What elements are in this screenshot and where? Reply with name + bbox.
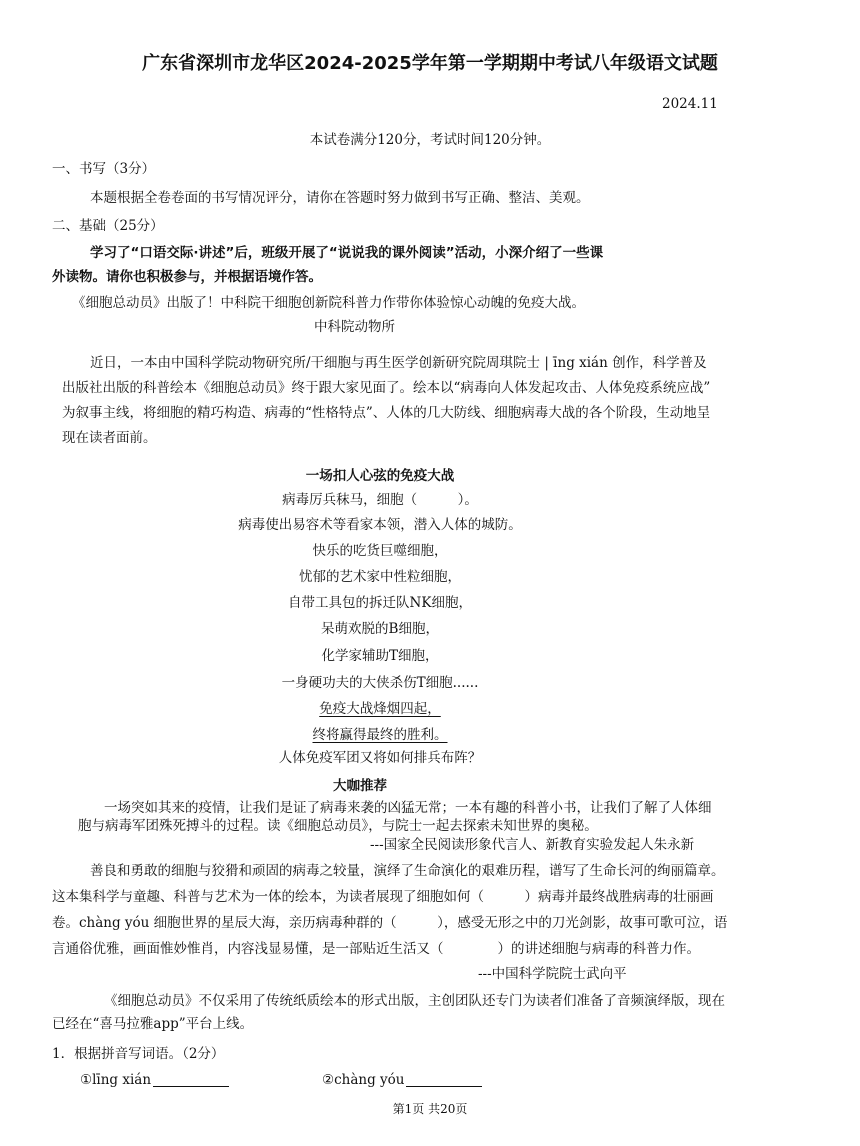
- poem-line-underlined: 免疫大战烽烟四起，: [319, 701, 441, 717]
- recommend2-line: 卷。chàng yóu 细胞世界的星辰大海，亲历病毒种群的（ ），感受无形之中的刀光剑影，故事可歌可泣，语: [52, 915, 728, 931]
- closing-line: 已经在“喜马拉雅app”平台上线。: [52, 1016, 254, 1032]
- poem-line: 呆萌欢脱的B细胞，: [321, 621, 439, 637]
- exam-date: 2024.11: [662, 96, 718, 112]
- section1-text: 本题根据全卷卷面的书写情况评分，请你在答题时努力做到书写正确、整洁、美观。: [90, 190, 590, 206]
- poem-line: 一身硬功夫的大侠杀伤T细胞......: [281, 675, 479, 691]
- section2-intro-line2: 外读物。请你也积极参与，并根据语境作答。: [52, 269, 322, 285]
- recommend2-signature: ---中国科学院院士武向平: [478, 966, 627, 982]
- article-para1-line: 近日，一本由中国科学院动物研究所/干细胞与再生医学创新研究院周琪院士 | īng xián 创作，科学普及: [90, 355, 707, 371]
- question1-item2: [322, 1071, 482, 1089]
- question1-item1-label: ①līng xián: [80, 1072, 152, 1088]
- question1-item1: [80, 1071, 229, 1089]
- poem-line: 化学家辅助T细胞，: [321, 648, 439, 664]
- article-lead: 《细胞总动员》出版了！中科院干细胞创新院科普力作带你体验惊心动魄的免疫大战。: [72, 295, 585, 311]
- poem-line: 快乐的吃货巨噬细胞，: [312, 543, 448, 559]
- section2-heading: 二、基础（25分）: [52, 218, 164, 234]
- closing-line: 《细胞总动员》不仅采用了传统纸质绘本的形式出版，主创团队还专门为读者们准备了音频演绎版，现在: [104, 993, 725, 1009]
- recommend2-line: 言通俗优雅，画面惟妙惟肖，内容浅显易懂，是一部贴近生活又（ ）的讲述细胞与病毒的科普力作。: [52, 941, 700, 957]
- article-para1-line: 出版社出版的科普绘本《细胞总动员》终于跟大家见面了。绘本以“病毒向人体发起攻击、人体免疫系统应战”: [62, 380, 711, 396]
- page-footer: 第1页 共20页: [392, 1102, 468, 1116]
- page-title: 广东省深圳市龙华区2024-2025学年第一学期期中考试八年级语文试题: [142, 53, 718, 74]
- recommend1-line: 一场突如其来的疫情，让我们是证了病毒来袭的凶猛无常；一本有趣的科普小书，让我们了解了人体细: [104, 800, 712, 816]
- poem-line: 病毒使出易容术等看家本领，潜入人体的城防。: [238, 517, 522, 533]
- poem-line: 病毒厉兵秣马，细胞（ ）。: [282, 492, 478, 508]
- section1-heading: 一、书写（3分）: [52, 161, 156, 177]
- answer-blank[interactable]: [153, 1072, 229, 1087]
- poem-line: 忧郁的艺术家中性粒细胞，: [299, 569, 461, 585]
- poem-title: 一场扣人心弦的免疫大战: [305, 468, 455, 484]
- recommend1-signature: ---国家全民阅读形象代言人、新教育实验发起人朱永新: [370, 837, 695, 853]
- exam-info: 本试卷满分120分，考试时间120分钟。: [309, 132, 551, 148]
- recommend1-line: 胞与病毒军团殊死搏斗的过程。读《细胞总动员》，与院士一起去探索未知世界的奥秘。: [78, 818, 598, 834]
- poem-line: 自带工具包的拆迁队NK细胞，: [288, 595, 472, 611]
- question1-item2-label: ②chàng yóu: [322, 1072, 405, 1088]
- article-source: 中科院动物所: [314, 319, 395, 335]
- answer-blank[interactable]: [406, 1072, 482, 1087]
- recommend2-line: 善良和勇敢的细胞与狡猾和顽固的病毒之较量，演绎了生命演化的艰难历程，谱写了生命长河的绚丽篇章。: [90, 863, 725, 879]
- poem-line-underlined: 终将赢得最终的胜利。: [312, 727, 448, 743]
- question1-stem: 1．根据拼音写词语。（2分）: [52, 1046, 225, 1062]
- recommend-title: 大咖推荐: [333, 778, 387, 794]
- article-para1-line: 为叙事主线，将细胞的精巧构造、病毒的“性格特点”、人体的几大防线、细胞病毒大战的各个阶段，生动地呈: [62, 405, 711, 421]
- article-para1-line: 现在读者面前。: [62, 430, 157, 446]
- section2-intro-line1: 学习了“口语交际·讲述”后，班级开展了“说说我的课外阅读”活动，小深介绍了一些课: [90, 245, 604, 261]
- recommend2-line: 这本集科学与童趣、科普与艺术为一体的绘本，为读者展现了细胞如何（ ）病毒并最终战胜病毒的壮丽画: [52, 889, 714, 905]
- poem-line: 人体免疫军团又将如何排兵布阵？: [278, 750, 482, 766]
